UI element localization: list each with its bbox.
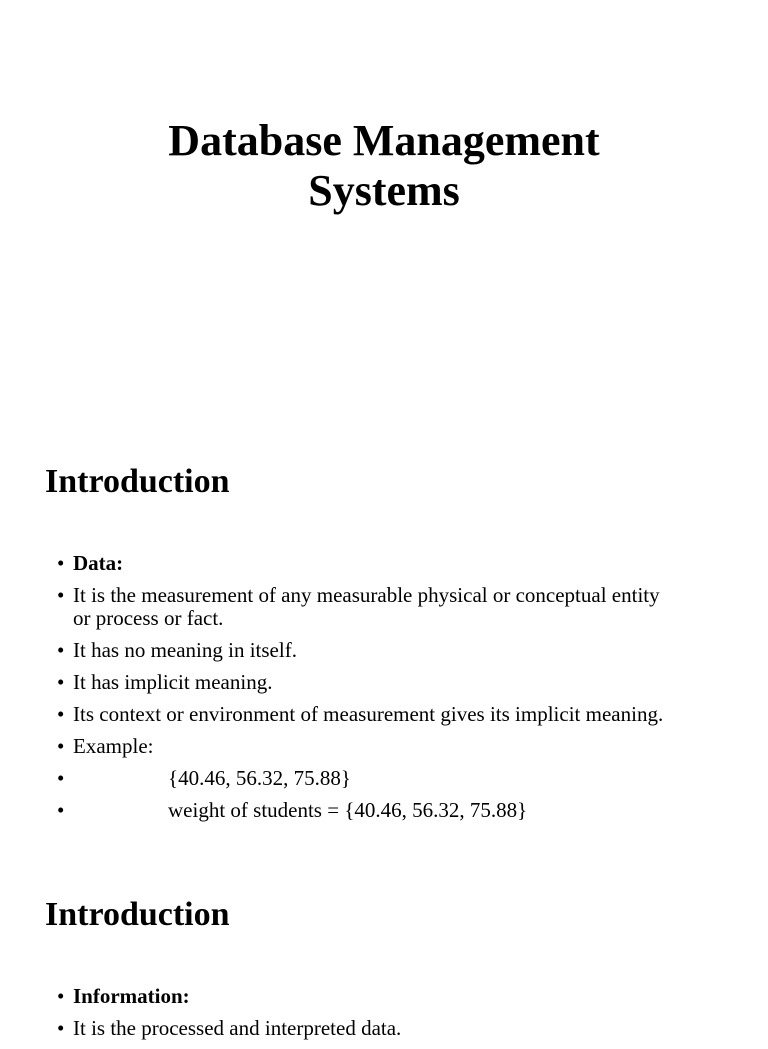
bullet-item [0, 767, 720, 790]
bullet-text: It has implicit meaning. [73, 670, 273, 694]
bullet-list [0, 985, 720, 1049]
bullet-text: weight of students = {40.46, 56.32, 75.88} [168, 798, 528, 822]
bullet-icon: • [57, 734, 65, 758]
bullet-icon: • [57, 984, 65, 1008]
bullet-text: Information: [73, 984, 190, 1008]
bullet-text: Example: [73, 734, 154, 758]
bullet-icon: • [57, 1016, 65, 1040]
bullet-list [0, 552, 720, 831]
bullet-text: It is the measurement of any measurable physical or conceptual entity [73, 583, 660, 607]
bullet-icon: • [57, 702, 65, 726]
bullet-icon: • [57, 583, 65, 607]
bullet-item [0, 584, 720, 607]
bullet-continuation [0, 607, 720, 630]
bullet-item [0, 671, 720, 694]
bullet-icon: • [57, 798, 65, 822]
bullet-item [0, 552, 720, 575]
slide-heading: Introduction [45, 896, 230, 933]
slide-heading: Introduction [45, 463, 230, 500]
bullet-item [0, 985, 720, 1008]
bullet-text: It is the processed and interpreted data. [73, 1016, 402, 1040]
bullet-text: {40.46, 56.32, 75.88} [168, 766, 351, 790]
bullet-item [0, 799, 720, 822]
bullet-icon: • [57, 670, 65, 694]
bullet-icon: • [57, 551, 65, 575]
bullet-item [0, 1017, 720, 1040]
presentation-title [0, 116, 768, 216]
title-line-2: Systems [308, 166, 460, 215]
bullet-item [0, 703, 720, 726]
bullet-icon: • [57, 638, 65, 662]
bullet-item [0, 639, 720, 662]
bullet-text: It has no meaning in itself. [73, 638, 297, 662]
bullet-text: or process or fact. [73, 606, 224, 630]
bullet-item [0, 735, 720, 758]
bullet-icon: • [57, 766, 65, 790]
bullet-text: Its context or environment of measurement gives its implicit meaning. [73, 702, 664, 726]
title-line-1: Database Management [168, 116, 600, 165]
title-slide [0, 0, 768, 430]
bullet-text: Data: [73, 551, 124, 575]
